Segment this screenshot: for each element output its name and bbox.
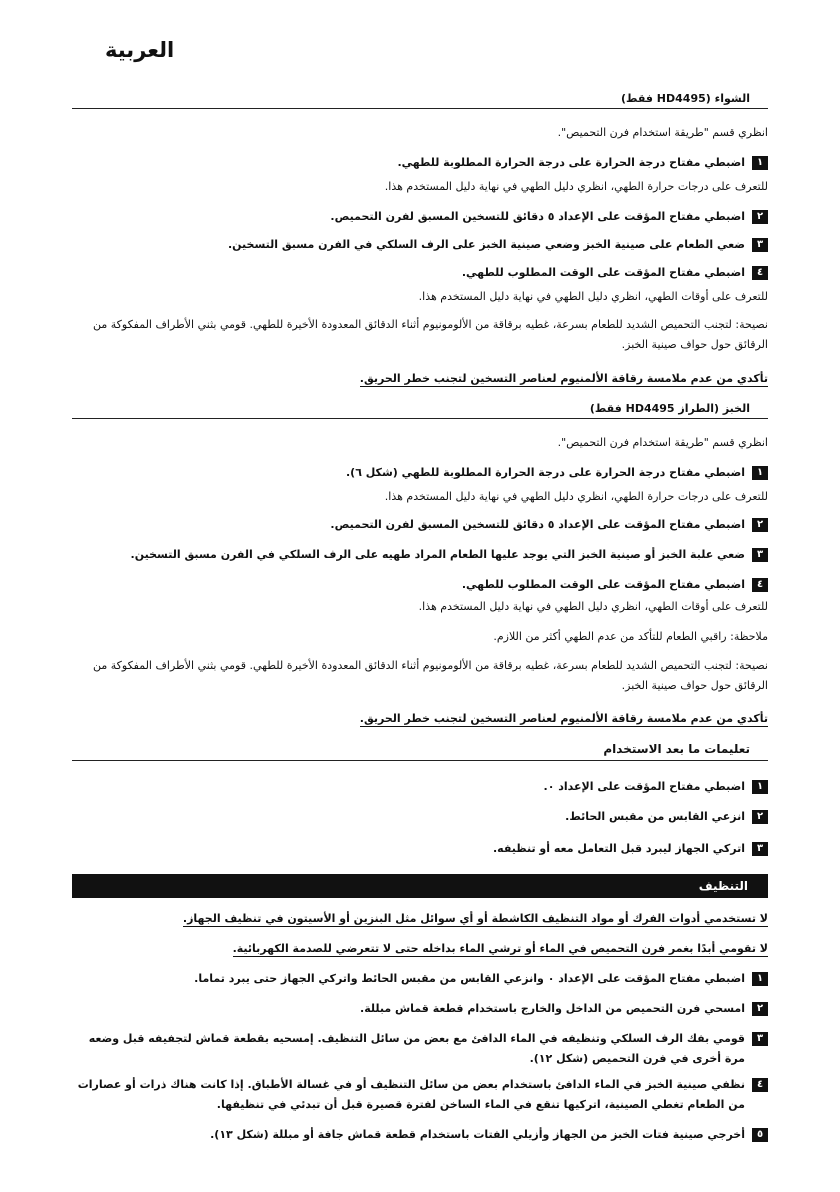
grill-tip: نصيحة: لتجنب التحميص الشديد للطعام بسرعة، غطيه برقاقة من الألومونيوم أثناء الدقائق المعدودة الأخيرة للطهي. قومي بثني الأطراف المفكوكة من الرقائق حول حواف صينية الخبز. <box>93 318 768 351</box>
cleaning-warning-2-text: لا تقومي أبدًا بغمر فرن التحميص في الماء أو ترشي الماء بداخله حتى لا تتعرضي للصدمة الكهربائية. <box>232 942 768 955</box>
step-number: ١ <box>752 972 768 986</box>
baking-step-2: اضبطي مفتاح المؤقت على الإعداد ٥ دقائق للتسخين المسبق لفرن التحميص. <box>330 518 745 531</box>
step-number: ٥ <box>752 1128 768 1142</box>
step-number: ٣ <box>752 842 768 856</box>
baking-step-4: اضبطي مفتاح المؤقت على الوقت المطلوب للطهي. <box>461 578 745 591</box>
cleaning-warning-1-text: لا تستخدمي أدوات الفرك أو مواد التنظيف الكاشطة أو أي سوائل مثل البنزين أو الأسيتون في تنظيف الجهاز. <box>182 912 768 925</box>
baking-step-1: اضبطي مفتاح درجة الحرارة على درجة الحرارة المطلوبة للطهي (شكل ٦). <box>345 466 745 479</box>
grill-intro: انظري قسم "طريقة استخدام فرن التحميص". <box>557 126 768 139</box>
grill-warning-text: تأكدي من عدم ملامسة رقاقة الألمنيوم لعناصر التسخين لتجنب خطر الحريق. <box>359 372 768 385</box>
grill-step-2: اضبطي مفتاح المؤقت على الإعداد ٥ دقائق للتسخين المسبق لفرن التحميص. <box>330 210 745 223</box>
baking-step-3: ضعي علبة الخبز أو صينية الخبز التي يوجد عليها الطعام المراد طهيه على الرف السلكي في الفرن مسبق التسخين. <box>130 548 745 561</box>
step-number: ٢ <box>752 210 768 224</box>
step-number: ١ <box>752 466 768 480</box>
baking-warning-text: تأكدي من عدم ملامسة رقاقة الألمنيوم لعناصر التسخين لتجنب خطر الحريق. <box>359 712 768 725</box>
step-number: ٣ <box>752 238 768 252</box>
step-number: ١ <box>752 780 768 794</box>
step-number: ٤ <box>752 1078 768 1092</box>
after-use-heading: تعليمات ما بعد الاستخدام <box>603 742 750 756</box>
after-use-step-2: انزعي القابس من مقبس الحائط. <box>565 810 745 823</box>
step-number: ٢ <box>752 1002 768 1016</box>
after-use-step-3: اتركي الجهاز ليبرد قبل التعامل معه أو تنظيفه. <box>493 842 745 855</box>
cleaning-step-1: اضبطي مفتاح المؤقت على الإعداد ٠ وانزعي القابس من مقبس الحائط واتركي الجهاز حتى يبرد تماما. <box>194 972 745 985</box>
step-number: ٤ <box>752 578 768 592</box>
cleaning-heading: التنظيف <box>698 879 748 893</box>
baking-tip: نصيحة: لتجنب التحميص الشديد للطعام بسرعة، غطيه برقاقة من الألومونيوم أثناء الدقائق المعدودة الأخيرة للطهي. قومي بثني الأطراف المفكوكة من الرقائق حول حواف صينية الخبز. <box>93 659 768 692</box>
step-number: ٣ <box>752 548 768 562</box>
cleaning-step-5: أخرجي صينية فتات الخبز من الجهاز وأزيلي الفتات باستخدام قطعة قماش جافة أو مبللة (شكل ١٣). <box>210 1128 745 1141</box>
baking-time-note: للتعرف على أوقات الطهي، انظري دليل الطهي في نهاية دليل المستخدم هذا. <box>418 600 768 613</box>
baking-warning <box>72 712 768 726</box>
grill-step-4: اضبطي مفتاح المؤقت على الوقت المطلوب للطهي. <box>461 266 745 279</box>
after-use-step-1: اضبطي مفتاح المؤقت على الإعداد ٠. <box>543 780 745 793</box>
section-divider <box>72 418 768 419</box>
baking-heading: الخبز (الطراز HD4495 فقط) <box>589 402 750 415</box>
language-title: العربية <box>105 38 175 62</box>
step-number: ١ <box>752 156 768 170</box>
cleaning-step-2: امسحي فرن التحميص من الداخل والخارج باستخدام قطعة قماش مبللة. <box>360 1002 745 1015</box>
step-number: ٣ <box>752 1032 768 1046</box>
cleaning-header-bar <box>72 874 768 898</box>
step-number: ٢ <box>752 518 768 532</box>
cleaning-warning-1 <box>72 912 768 926</box>
section-divider <box>72 108 768 109</box>
grill-heading: الشواء (HD4495 فقط) <box>621 92 750 105</box>
grill-step-3: ضعي الطعام على صينية الخبز وضعي صينية الخبز على الرف السلكي في الفرن مسبق التسخين. <box>227 238 745 251</box>
step-number: ٤ <box>752 266 768 280</box>
baking-intro: انظري قسم "طريقة استخدام فرن التحميص". <box>557 436 768 449</box>
grill-warning <box>72 372 768 386</box>
step-number: ٢ <box>752 810 768 824</box>
section-divider <box>72 760 768 761</box>
grill-temp-note: للتعرف على درجات حرارة الطهي، انظري دليل الطهي في نهاية دليل المستخدم هذا. <box>384 180 768 193</box>
grill-step-1: اضبطي مفتاح درجة الحرارة على درجة الحرارة المطلوبة للطهي. <box>397 156 745 169</box>
cleaning-warning-2 <box>72 942 768 956</box>
grill-time-note: للتعرف على أوقات الطهي، انظري دليل الطهي في نهاية دليل المستخدم هذا. <box>418 290 768 303</box>
cleaning-step-4: نظفي صينية الخبز في الماء الدافئ باستخدام بعض من سائل التنظيف أو في غسالة الأطباق. إذا كانت هناك ذرات أو عصارات من الطعام تغطي الصينية، اتركيها تنقع في الماء الساخن لفترة قصيرة قبل أن تبدئي في تنظيفها. <box>77 1078 745 1111</box>
baking-temp-note: للتعرف على درجات حرارة الطهي، انظري دليل الطهي في نهاية دليل المستخدم هذا. <box>384 490 768 503</box>
cleaning-step-3: قومي بفك الرف السلكي وتنظيفه في الماء الدافئ مع بعض من سائل التنظيف. إمسحيه بقطعة قماش لتجفيفه قبل وضعه مرة أخرى في فرن التحميص (شكل ١٢). <box>88 1032 745 1065</box>
baking-remark: ملاحظة: راقبي الطعام للتأكد من عدم الطهي أكثر من اللازم. <box>493 630 768 643</box>
